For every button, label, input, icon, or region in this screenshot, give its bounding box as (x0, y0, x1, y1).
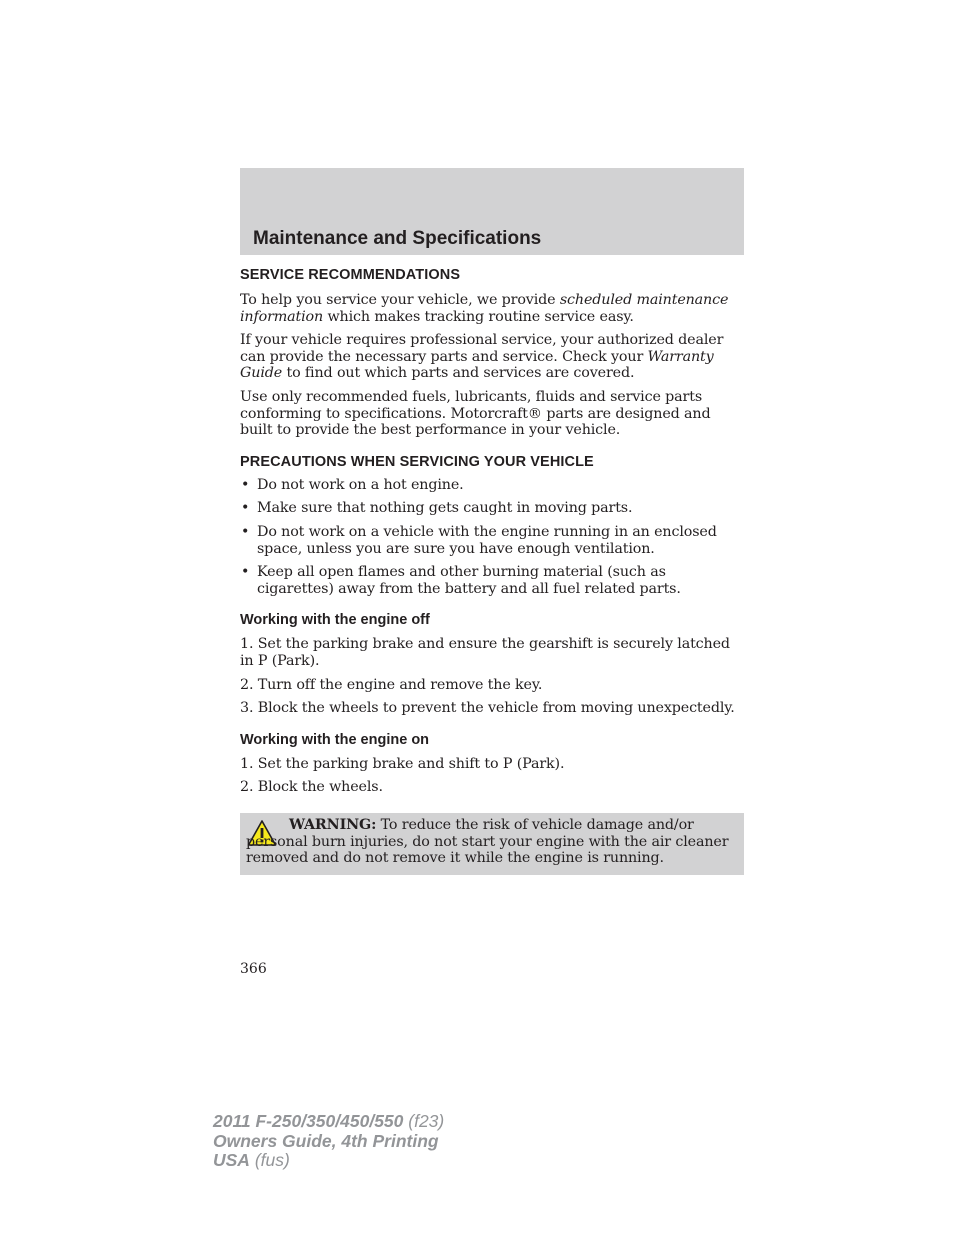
bullet-icon: • (241, 564, 250, 581)
list-item: • Do not work on a hot engine. (241, 476, 464, 493)
list-item: • Make sure that nothing gets caught in moving parts. (241, 500, 633, 517)
precautions-list (240, 477, 744, 598)
paragraph-service-2: If your vehicle requires professional service, your authorized dealer can provide the necessary parts and service. Check your Warranty Guide to find out which parts and services are covered. (240, 332, 724, 382)
warning-box (240, 813, 744, 875)
paragraph-service-1: To help you service your vehicle, we provide scheduled maintenance information which makes tracking routine service easy. (240, 292, 729, 325)
step-engine-off-2: 2. Turn off the engine and remove the key. (240, 676, 543, 693)
emphasis-scheduled-maintenance: scheduled maintenance information (240, 292, 729, 325)
heading-precautions: PRECAUTIONS WHEN SERVICING YOUR VEHICLE (240, 453, 594, 470)
page-number: 366 (240, 961, 267, 977)
warning-text: WARNING: To reduce the risk of vehicle damage and/or personal burn injuries, do not start your engine with the air cleaner removed and do not remove it while the engine is running. (246, 817, 729, 867)
heading-engine-off: Working with the engine off (240, 612, 430, 629)
step-engine-on-1: 1. Set the parking brake and shift to P (Park). (240, 755, 565, 772)
bullet-icon: • (241, 476, 250, 493)
heading-service-recommendations: SERVICE RECOMMENDATIONS (240, 267, 461, 283)
list-item: • Do not work on a vehicle with the engine running in an enclosed space, unless you are sure you have enough ventilation. (241, 523, 717, 557)
step-engine-off-1: 1. Set the parking brake and ensure the gearshift is securely latched in P (Park). (240, 636, 730, 669)
warning-label: WARNING: (289, 817, 377, 833)
footer-publication-info (213, 1112, 444, 1171)
paragraph-service-3: Use only recommended fuels, lubricants, fluids and service parts conforming to specifications. Motorcraft® parts are designed and built to provide the best performance in your vehicle. (240, 388, 711, 439)
section-title: Maintenance and Specifications (253, 228, 542, 249)
page-content (240, 266, 744, 796)
emphasis-warranty-guide: Warranty Guide (240, 348, 714, 382)
footer-line-model: 2011 F-250/350/450/550 (f23) (213, 1111, 445, 1131)
step-engine-on-2: 2. Block the wheels. (240, 779, 383, 796)
bullet-icon: • (241, 500, 250, 517)
bullet-icon: • (241, 523, 250, 540)
footer-line-guide: Owners Guide, 4th Printing (213, 1130, 439, 1151)
footer-line-region: USA (fus) (213, 1150, 290, 1170)
list-item: • Keep all open flames and other burning material (such as cigarettes) away from the battery and all fuel related parts. (241, 564, 681, 597)
heading-engine-on: Working with the engine on (240, 731, 430, 748)
step-engine-off-3: 3. Block the wheels to prevent the vehicle from moving unexpectedly. (240, 700, 735, 717)
